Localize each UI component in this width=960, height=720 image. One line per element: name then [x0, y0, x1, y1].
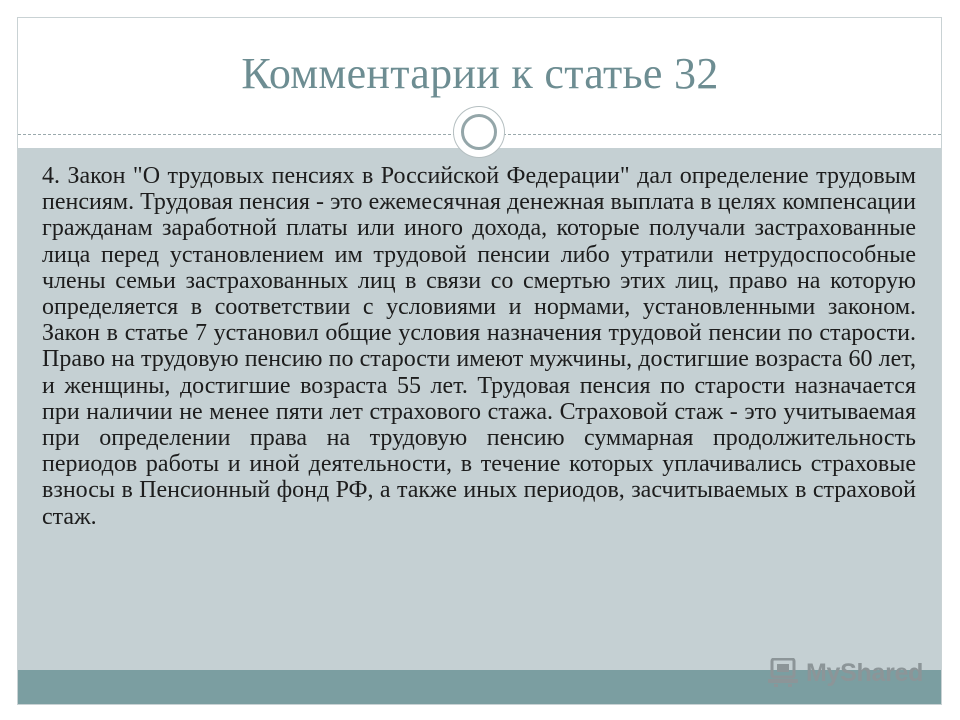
ring-icon — [461, 114, 497, 150]
circle-ornament-icon — [453, 106, 505, 158]
myshared-logo-icon — [766, 658, 800, 688]
slide-title: Комментарии к статье 32 — [241, 49, 719, 98]
watermark-text: MyShared — [806, 658, 924, 687]
slide-body-text: 4. Закон "О трудовых пенсиях в Российской Федерации" дал определение трудовым пенсиям. Трудовая пенсия - это ежемесячная денежная выплата в целях компенсации гражданам заработной платы или иного дохода, которые получали застрахованные лица перед установлением им трудовой пенсии либо утратили нетрудоспособные члены семьи застрахованных лиц в связи со смертью этих лиц, право на которую определяется в соответствии с условиями и нормами, установленными законом. Закон в статье 7 установил общие условия назначения трудовой пенсии по старости. Право на трудовую пенсию по старости имеют мужчины, достигшие возраста 60 лет, и женщины, достигшие возраста 55 лет. Трудовая пенсия по старости назначается при наличии не менее пяти лет страхового стажа. Страховой стаж - это учитываемая при определении права на трудовую пенсию суммарная продолжительность периодов работы и иной деятельности, в течение которых уплачивались страховые взносы в Пенсионный фонд РФ, а также иных периодов, засчитываемых в страховой стаж. — [42, 163, 916, 530]
myshared-watermark — [766, 656, 923, 690]
